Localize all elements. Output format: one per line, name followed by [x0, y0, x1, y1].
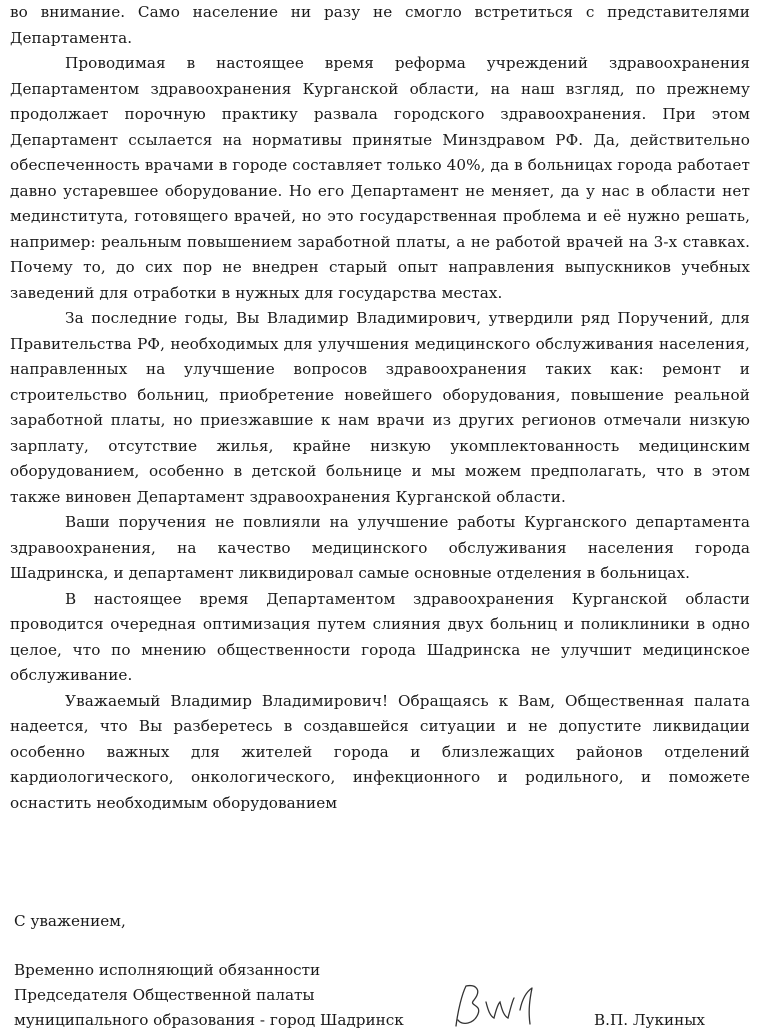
letter-body	[10, 0, 750, 816]
closing-salutation: С уважением,	[14, 912, 126, 930]
handwritten-signature	[448, 980, 558, 1032]
signatory-line-3: муниципального образования - город Шадринск	[14, 1011, 404, 1029]
signatory-line-2: Председателя Общественной палаты	[14, 986, 315, 1004]
paragraph-1: во внимание. Само население ни разу не смогло встретиться с представителями Департамента.	[10, 3, 750, 47]
signatory-line-1: Временно исполняющий обязанности	[14, 961, 321, 979]
paragraph-6: Уважаемый Владимир Владимирович! Обращаясь к Вам, Общественная палата надеется, что Вы разберетесь в создавшейся ситуации и не допустите ликвидации особенно важных для жителей города и близлежащих районов отделений кардиологического, онкологического, инфекционного и родильного, и поможете оснастить необходимым оборудованием	[10, 691, 750, 812]
signatory-name: В.П. Лукиных	[594, 1011, 705, 1029]
paragraph-3: За последние годы, Вы Владимир Владимирович, утвердили ряд Поручений, для Правительства РФ, необходимых для улучшения медицинского обслуживания населения, направленных на улучшение вопросов здравоохранения таких как: ремонт и строительство больниц, приобретение новейшего оборудования, повышение реальной заработной платы, но приезжавшие к нам врачи из других регионов отмечали низкую зарплату, отсутствие жилья, крайне низкую укомплектованность медицинским оборудованием, особенно в детской больнице и мы можем предполагать, что в этом также виновен Департамент здравоохранения Курганской области.	[10, 309, 750, 506]
paragraph-4: Ваши поручения не повлияли на улучшение работы Курганского департамента здравоохранения, на качество медицинского обслуживания населения города Шадринска, и департамент ликвидировал самые основные отделения в больницах.	[10, 513, 750, 582]
paragraph-5: В настоящее время Департаментом здравоохранения Курганской области проводится очередная оптимизация путем слияния двух больниц и поликлиники в одно целое, что по мнению общественности города Шадринска не улучшит медицинское обслуживание.	[10, 589, 750, 684]
paragraph-2: Проводимая в настоящее время реформа учреждений здравоохранения Департаментом здравоохранения Курганской области, на наш взгляд, по прежнему продолжает порочную практику развала городского здравоохранения. При этом Департамент ссылается на нормативы принятые Минздравом РФ. Да, действительно обеспеченность врачами в городе составляет только 40%, да в больницах города работает давно устаревшее оборудование. Но его Департамент не меняет, да у нас в области нет мединститута, готовящего врачей, но это государственная проблема и её нужно решать, например: реальным повышением заработной платы, а не работой врачей на 3-х ставках. Почему то, до сих пор не внедрен старый опыт направления выпускников учебных заведений для отработки в нужных для государства местах.	[10, 54, 750, 302]
